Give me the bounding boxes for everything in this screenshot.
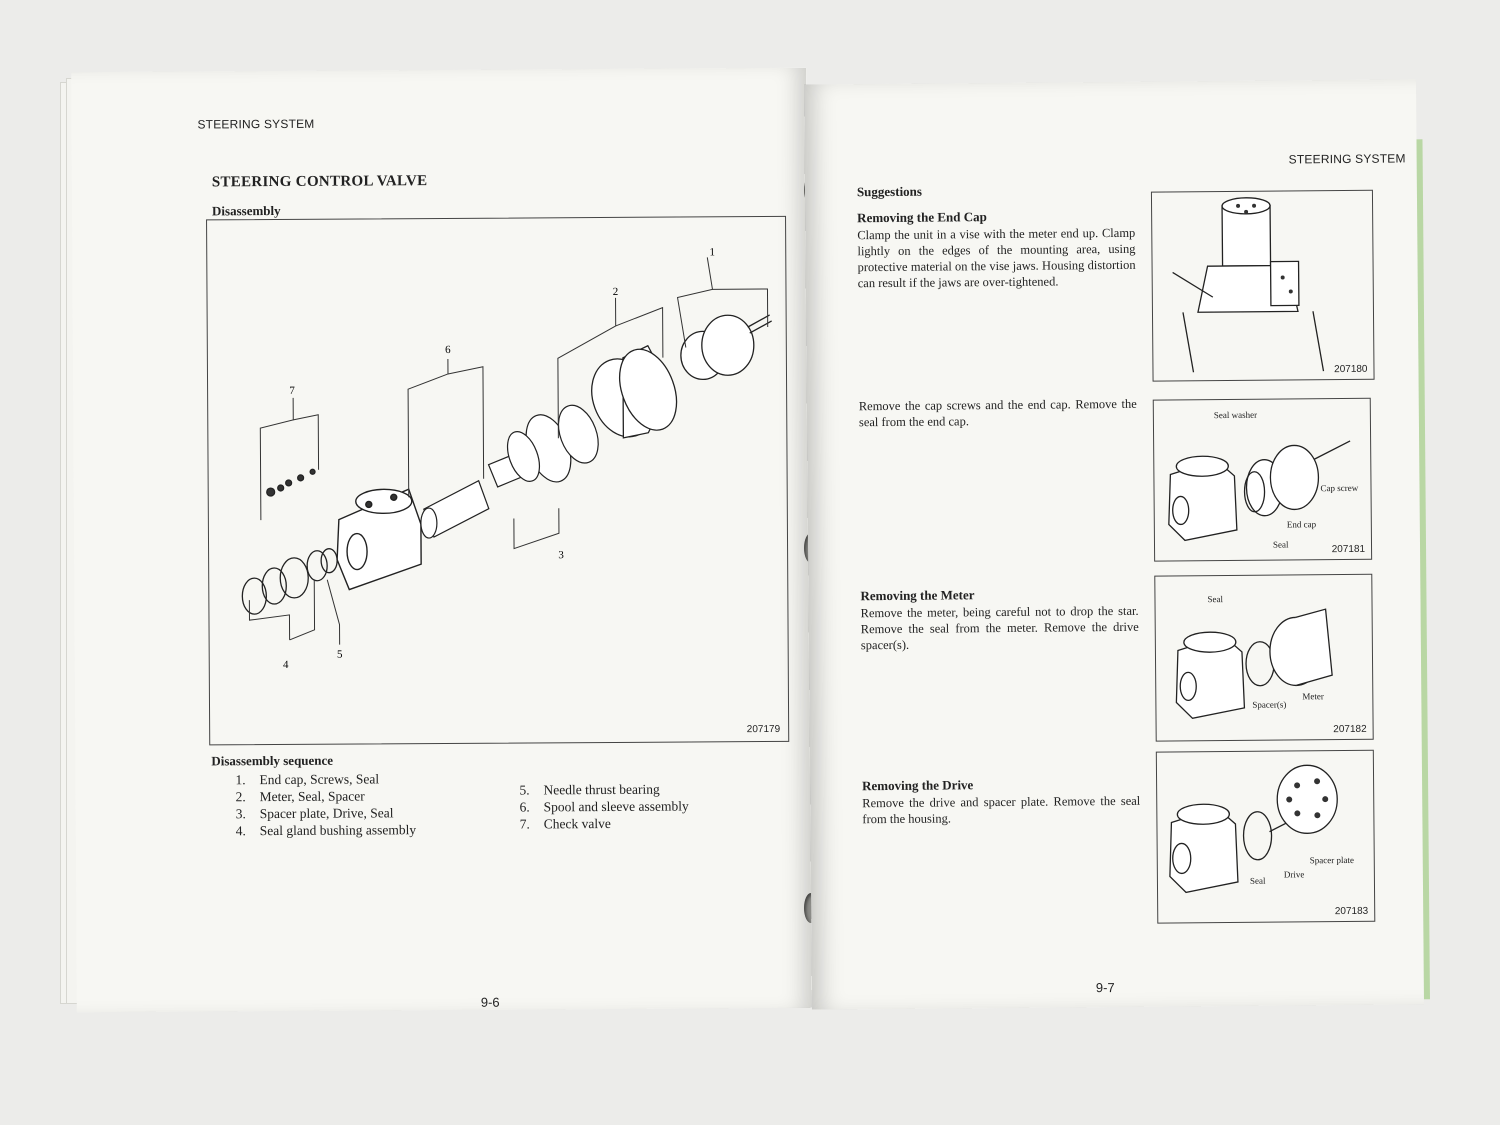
left-page — [71, 68, 812, 1012]
figure-number: 207180 — [1334, 363, 1368, 376]
list-item: 4. Seal gland bushing assembly — [235, 822, 417, 839]
section-heading-end-cap: Removing the End Cap — [857, 209, 987, 226]
callout-label: Seal — [1272, 539, 1289, 550]
figure-number: 207179 — [746, 723, 781, 736]
callout-label: Seal — [1207, 594, 1224, 605]
callout-label: Seal — [1249, 875, 1266, 886]
figure-number: 207181 — [1331, 543, 1366, 556]
list-item: 1. End cap, Screws, Seal — [235, 771, 380, 788]
exploded-view-illustration — [207, 217, 788, 745]
callout-label: Meter — [1302, 691, 1324, 702]
section-text: Clamp the unit in a vise with the meter end up. Clamp lightly on the edges of the mounting area, using protective material on the vise jaws. Housing distortion can result if the jaws are over-tightened. — [857, 225, 1136, 291]
figure-number: 207182 — [1333, 723, 1367, 736]
callout-7: 7 — [289, 384, 295, 397]
sequence-heading: Disassembly sequence — [211, 752, 334, 769]
section-text: Remove the drive and spacer plate. Remove the seal from the housing. — [862, 793, 1141, 827]
page-number: 9-6 — [480, 994, 500, 1010]
list-item: 2. Meter, Seal, Spacer — [235, 788, 365, 805]
figure-drive-removal — [1156, 750, 1375, 924]
check-valve — [267, 469, 316, 496]
sequence-list-col1 — [235, 770, 416, 839]
list-item: 5. Needle thrust bearing — [519, 781, 660, 798]
page-edge-tab — [1416, 139, 1430, 999]
meter — [581, 341, 687, 446]
page-number: 9-7 — [1095, 980, 1115, 996]
callout-5: 5 — [336, 648, 343, 661]
section-text: Remove the meter, being careful not to drop the star. Remove the seal from the meter. Remove the drive spacer(s). — [860, 603, 1139, 653]
sequence-list-col2 — [519, 780, 688, 832]
figure-end-cap-removal — [1153, 398, 1372, 562]
callout-3: 3 — [558, 549, 564, 562]
callout-1: 1 — [709, 246, 716, 259]
callout-label: Cap screw — [1320, 482, 1359, 494]
running-head: STEERING SYSTEM — [1288, 151, 1406, 167]
figure-end-cap-vise — [1151, 190, 1375, 382]
meter-illustration — [1155, 575, 1372, 741]
subsection-title: Disassembly — [211, 202, 281, 219]
disassembly-figure — [206, 216, 789, 746]
section-heading-meter: Removing the Meter — [860, 587, 975, 604]
callout-label: Spacer plate — [1309, 854, 1355, 866]
drive-illustration — [1157, 751, 1374, 923]
end-cap — [681, 315, 772, 380]
vise-illustration — [1152, 191, 1374, 381]
end-cap-illustration — [1154, 399, 1371, 561]
list-item: 3. Spacer plate, Drive, Seal — [235, 805, 394, 822]
section-title: STEERING CONTROL VALVE — [211, 173, 428, 191]
callout-label: Seal washer — [1213, 409, 1258, 421]
callout-2: 2 — [612, 285, 619, 298]
callout-label: Drive — [1283, 869, 1305, 880]
valve-housing — [337, 489, 422, 590]
figure-meter-removal — [1154, 574, 1373, 742]
list-item: 6. Spool and sleeve assembly — [519, 798, 689, 815]
callout-6: 6 — [445, 343, 451, 356]
seal-gland-rings — [242, 549, 337, 615]
callout-label: End cap — [1286, 519, 1317, 530]
callout-label: Spacer(s) — [1252, 699, 1287, 710]
callout-4: 4 — [282, 658, 289, 671]
figure-number: 207183 — [1334, 905, 1369, 918]
right-page — [804, 79, 1424, 1009]
suggestions-heading: Suggestions — [856, 183, 923, 200]
section-text: Remove the cap screws and the end cap. Remove the seal from the end cap. — [858, 396, 1137, 430]
section-heading-drive: Removing the Drive — [862, 777, 974, 794]
running-head: STEERING SYSTEM — [197, 116, 315, 132]
list-item: 7. Check valve — [519, 815, 611, 832]
